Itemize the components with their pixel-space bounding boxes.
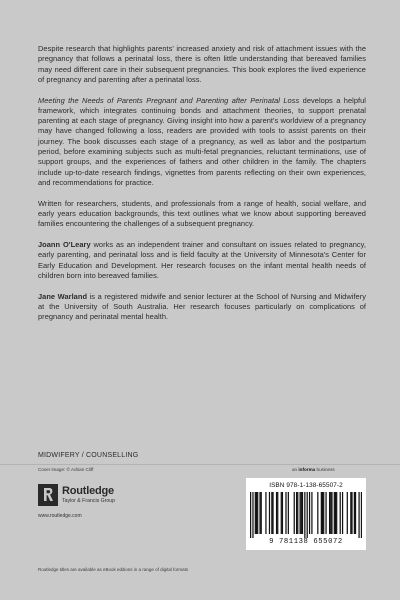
barcode-bar	[281, 492, 282, 534]
barcode-bar	[322, 492, 323, 534]
blurb-paragraph-3: Written for researchers, students, and professionals from a range of health, social welfare, and early years education backgrounds, this text outlines what we know about supporting bereaved families encountering the challenges of a subsequent pregnancy.	[38, 198, 366, 229]
author-bio-2	[38, 292, 366, 323]
barcode-bar	[301, 492, 302, 534]
barcode-bar	[285, 492, 286, 534]
isbn-barcode-box	[246, 478, 366, 550]
publisher-group: Taylor & Francis Group	[62, 498, 116, 504]
barcode-bar	[269, 492, 270, 534]
barcode-bar	[265, 492, 266, 534]
blurb-paragraph-2	[38, 96, 366, 189]
barcode-bar	[259, 492, 260, 534]
barcode	[250, 492, 362, 538]
informa-suffix: business	[315, 467, 335, 472]
barcode-bar	[297, 492, 298, 534]
blurb	[38, 44, 366, 322]
isbn-label: ISBN 978-1-138-65507-2	[269, 482, 343, 489]
barcode-bar	[271, 492, 272, 534]
barcode-bar	[361, 492, 362, 538]
barcode-bar	[317, 492, 318, 534]
barcode-bar	[351, 492, 352, 534]
barcode-bar	[336, 492, 337, 534]
barcode-bar	[350, 492, 351, 534]
routledge-logo-icon	[38, 484, 58, 506]
barcode-bar	[335, 492, 336, 534]
barcode-bar	[334, 492, 335, 534]
divider-line	[0, 464, 400, 465]
barcode-bar	[325, 492, 326, 534]
barcode-bar	[256, 492, 257, 534]
barcode-bar	[321, 492, 322, 534]
blurb-paragraph-1: Despite research that highlights parents' increased anxiety and risk of attachment issues with the pregnancy that follows a perinatal loss, there is often little understanding that bereaved families may need different care in their subsequent pregnancies. This book explores the lived experience of pregnancy and parenting after a perinatal loss.	[38, 44, 366, 84]
barcode-bar	[331, 492, 332, 534]
barcode-bar	[276, 492, 277, 534]
author-bio-text-1: works as an independent trainer and consultant on issues related to pregnancy, early parenting, and perinatal loss and is field faculty at the University of Minnesota's Center for Early Education and Development. Her research focuses on the infant mental health needs of children born into bereaved families.	[38, 239, 366, 280]
barcode-bar	[252, 492, 253, 538]
author-name-1: Joann O'Leary	[38, 239, 91, 249]
barcode-digits: 9 781138 655072	[269, 538, 343, 546]
publisher-url: www.routledge.com	[38, 513, 82, 519]
ebook-availability-note: Routledge titles are available as eBook editions in a range of digital formats	[38, 567, 189, 572]
barcode-bar	[300, 492, 301, 534]
barcode-bar	[340, 492, 341, 534]
barcode-bar	[342, 492, 343, 534]
barcode-bar	[355, 492, 356, 534]
informa-prefix: an	[292, 467, 299, 472]
subject-category: MIDWIFERY / COUNSELLING	[38, 452, 139, 459]
barcode-bar	[354, 492, 355, 534]
informa-business-tag	[292, 467, 335, 472]
barcode-bar	[255, 492, 256, 534]
barcode-bar	[347, 492, 348, 534]
barcode-bar	[311, 492, 312, 534]
barcode-bar	[302, 492, 303, 534]
barcode-bar	[330, 492, 331, 534]
publisher-logo	[38, 484, 158, 526]
barcode-bar	[309, 492, 310, 534]
informa-brand: informa	[298, 467, 316, 472]
barcode-bar	[304, 492, 305, 538]
publisher-name: Routledge	[62, 485, 114, 497]
barcode-bar	[282, 492, 283, 534]
barcode-bar	[261, 492, 262, 534]
barcode-bar	[358, 492, 359, 538]
barcode-bar	[323, 492, 324, 534]
barcode-bar	[288, 492, 289, 534]
author-bio-text-2: is a registered midwife and senior lecturer at the School of Nursing and Midwifery at the University of South Australia. Her research focuses particularly on complications of pregnancy and perinatal mental health.	[38, 291, 366, 322]
barcode-bar	[307, 492, 308, 538]
barcode-bar	[272, 492, 273, 534]
barcode-bar	[257, 492, 258, 534]
author-bio-1	[38, 240, 366, 281]
author-name-2: Jane Warland	[38, 291, 88, 301]
barcode-bar	[294, 492, 295, 534]
barcode-bar	[329, 492, 330, 534]
barcode-bar	[277, 492, 278, 534]
barcode-bar	[296, 492, 297, 534]
blurb-paragraph-2-text: develops a helpful framework, which integrates continuing bonds and attachment theories, to support prenatal parenting at each stage of pregnancy. Giving insight into how a parent's worldview of a pregnancy may have changed following a loss, readers are provided with tools to assist parents on their journey. The book discusses each stage of a pregnancy, as well as labor and the postpartum period, before examining subjects such as multi-fetal pregnancies, reluctant terminations, use of support groups, and the experiences of fathers and other children in the family. The chapters include up-to-date research findings, vignettes from parents reflecting on their own experiences, and recommendations for practice.	[38, 95, 366, 187]
cover-image-credit: Cover image: © Adrian Cliff	[38, 467, 94, 472]
barcode-bar	[250, 492, 251, 538]
book-title-italic: Meeting the Needs of Parents Pregnant and Parenting after Perinatal Loss	[38, 95, 300, 105]
